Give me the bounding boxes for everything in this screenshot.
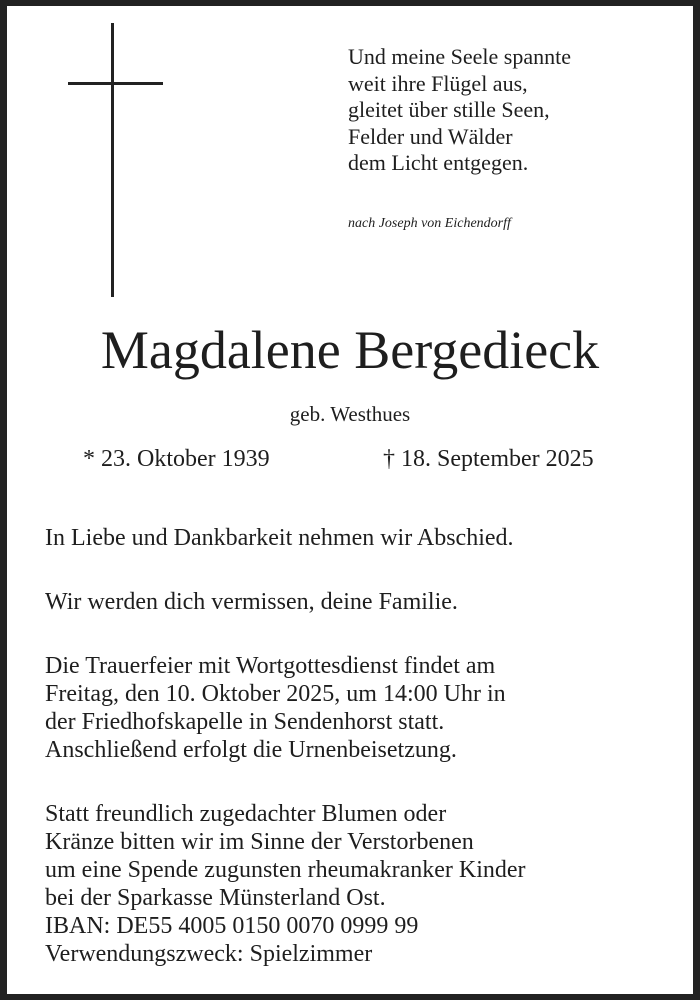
poem-line: dem Licht entgegen. [348,150,529,175]
iban-line: IBAN: DE55 4005 0150 0070 0999 99 [45,913,419,939]
poem-line: gleitet über stille Seen, [348,97,550,122]
text-line: der Friedhofskapelle in Sendenhorst statt. [45,709,445,735]
obituary-card [7,6,693,994]
farewell-paragraph [45,524,514,552]
deceased-name: Magdalene Bergedieck [100,320,600,380]
cross-vertical-bar [111,23,114,297]
text-line: Wir werden dich vermissen, deine Familie. [45,589,458,615]
text-line: Die Trauerfeier mit Wortgottesdienst findet am [45,653,496,679]
poem-line: weit ihre Flügel aus, [348,70,528,96]
poem-line: Und meine Seele spannte [348,44,571,69]
death-date: † 18. September 2025 [383,446,594,472]
birth-date: * 23. Oktober 1939 [83,446,270,472]
text-line: um eine Spende zugunsten rheumakranker Kinder [45,857,526,883]
cross-horizontal-bar [68,82,163,85]
poem-attribution: nach Joseph von Eichendorff [348,216,511,231]
donation-paragraph [45,800,526,968]
text-line: bei der Sparkasse Münsterland Ost. [45,885,386,911]
text-line: Freitag, den 10. Oktober 2025, um 14:00 Uhr in [45,681,506,707]
text-line: Statt freundlich zugedachter Blumen oder [45,801,447,827]
text-line: In Liebe und Dankbarkeit nehmen wir Abschied. [45,525,514,551]
maiden-name: geb. Westhues [289,402,411,426]
poem-quote [348,44,571,177]
service-paragraph [45,652,506,764]
text-line: Kränze bitten wir im Sinne der Verstorbenen [45,829,474,855]
poem-line: Felder und Wälder [348,123,513,149]
family-paragraph [45,588,458,616]
purpose-line: Verwendungszweck: Spielzimmer [45,941,373,967]
text-line: Anschließend erfolgt die Urnenbeisetzung. [45,737,457,763]
